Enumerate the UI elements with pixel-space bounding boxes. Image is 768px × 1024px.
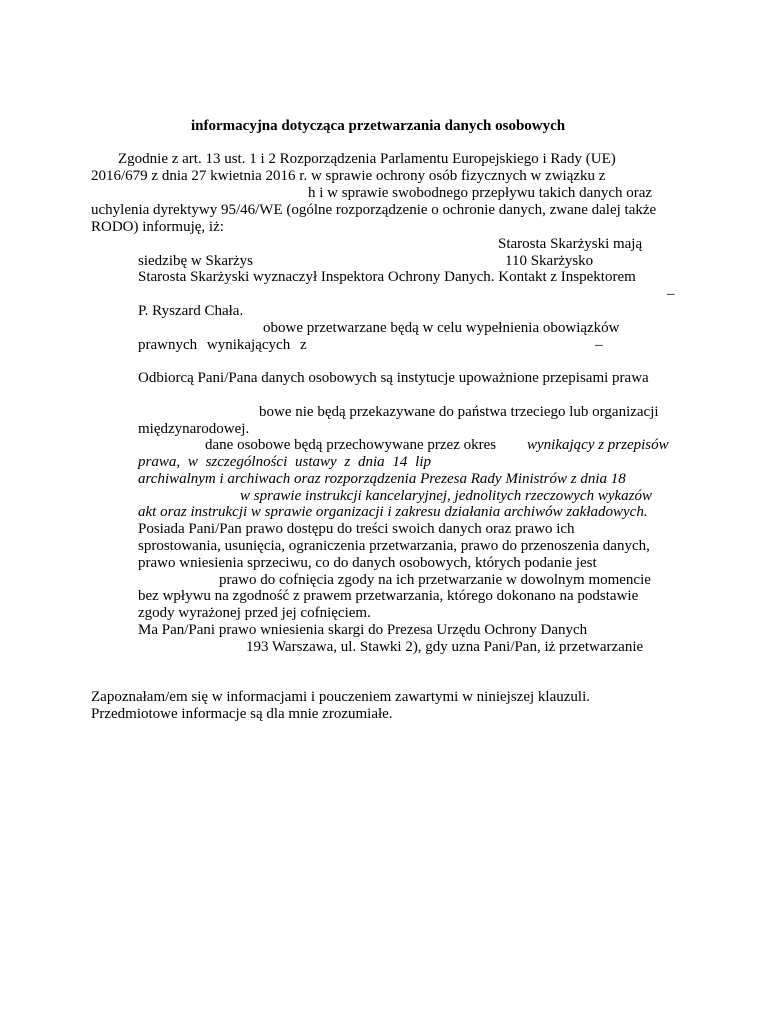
rights-line-4: prawo do cofnięcia zgody na ich przetwarzanie w dowolnym momencie: [219, 572, 651, 588]
complaint-line-2: 193 Warszawa, ul. Stawki 2), gdy uzna Pani/Pan, iż przetwarzanie: [246, 639, 644, 655]
iod-line-2: P. Ryszard Chała.: [138, 303, 244, 319]
admin-line-b1: siedzibę w Skarżys: [138, 253, 253, 269]
intro-line-4: uchylenia dyrektywy 95/46/WE (ogólne rozporządzenie o ochronie danych, zwane dalej także: [91, 202, 657, 218]
rights-line-2: sprostowania, usunięcia, ograniczenia przetwarzania, prawo do przenoszenia danych,: [138, 538, 650, 554]
purpose-dash: –: [595, 337, 603, 353]
intro-line-1: Zgodnie z art. 13 ust. 1 i 2 Rozporządzenia Parlamentu Europejskiego i Rady (UE): [118, 151, 616, 167]
purpose-line-1: obowe przetwarzane będą w celu wypełnienia obowiązków: [263, 320, 620, 336]
complaint-line-1: Ma Pan/Pani prawo wniesienia skargi do Prezesa Urzędu Ochrony Danych: [138, 622, 588, 638]
rights-line-5: bez wpływu na zgodność z prawem przetwarzania, którego dokonano na podstawie: [138, 588, 639, 604]
purpose-line-2: prawnych wynikających z: [138, 337, 307, 353]
document-title: informacyjna dotycząca przetwarzania danych osobowych: [191, 118, 566, 134]
intro-line-2: 2016/679 z dnia 27 kwietnia 2016 r. w sprawie ochrony osób fizycznych w związku z: [91, 168, 606, 184]
retention-line-2: prawa, w szczególności ustawy z dnia 14 lip: [138, 454, 432, 470]
retention-line-3: archiwalnym i archiwach oraz rozporządzenia Prezesa Rady Ministrów z dnia 18: [138, 471, 626, 487]
admin-line-a: Starosta Skarżyski mają: [498, 236, 643, 252]
closing-line-1: Zapoznałam/em się w informacjami i pouczeniem zawartymi w niniejszej klauzuli.: [91, 689, 590, 705]
transfer-line-1: bowe nie będą przekazywane do państwa trzeciego lub organizacji: [259, 404, 659, 420]
retention-line-1a: dane osobowe będą przechowywane przez okres: [205, 437, 497, 453]
closing-line-2: Przedmiotowe informacje są dla mnie zrozumiałe.: [91, 706, 393, 722]
admin-line-b2: 110 Skarżysko: [505, 253, 594, 269]
transfer-line-2: międzynarodowej.: [138, 421, 250, 437]
rights-line-1: Posiada Pani/Pan prawo dostępu do treści swoich danych oraz prawo ich: [138, 521, 575, 537]
rights-line-3: prawo wniesienia sprzeciwu, co do danych osobowych, których podanie jest: [138, 555, 597, 571]
recipient-line: Odbiorcą Pani/Pana danych osobowych są instytucje upoważnione przepisami prawa: [138, 370, 649, 386]
iod-line-1: Starosta Skarżyski wyznaczył Inspektora Ochrony Danych. Kontakt z Inspektorem: [138, 269, 636, 285]
retention-line-1b: wynikający z przepisów: [527, 437, 669, 453]
intro-line-3: h i w sprawie swobodnego przepływu takich danych oraz: [308, 185, 653, 201]
intro-line-5: RODO) informuję, iż:: [91, 219, 224, 235]
rights-line-6: zgody wyrażonej przed jej cofnięciem.: [138, 605, 371, 621]
retention-line-4: w sprawie instrukcji kancelaryjnej, jednolitych rzeczowych wykazów: [240, 488, 653, 504]
retention-line-5: akt oraz instrukcji w sprawie organizacji i zakresu działania archiwów zakładowych.: [138, 504, 648, 520]
iod-dash: –: [667, 286, 675, 302]
